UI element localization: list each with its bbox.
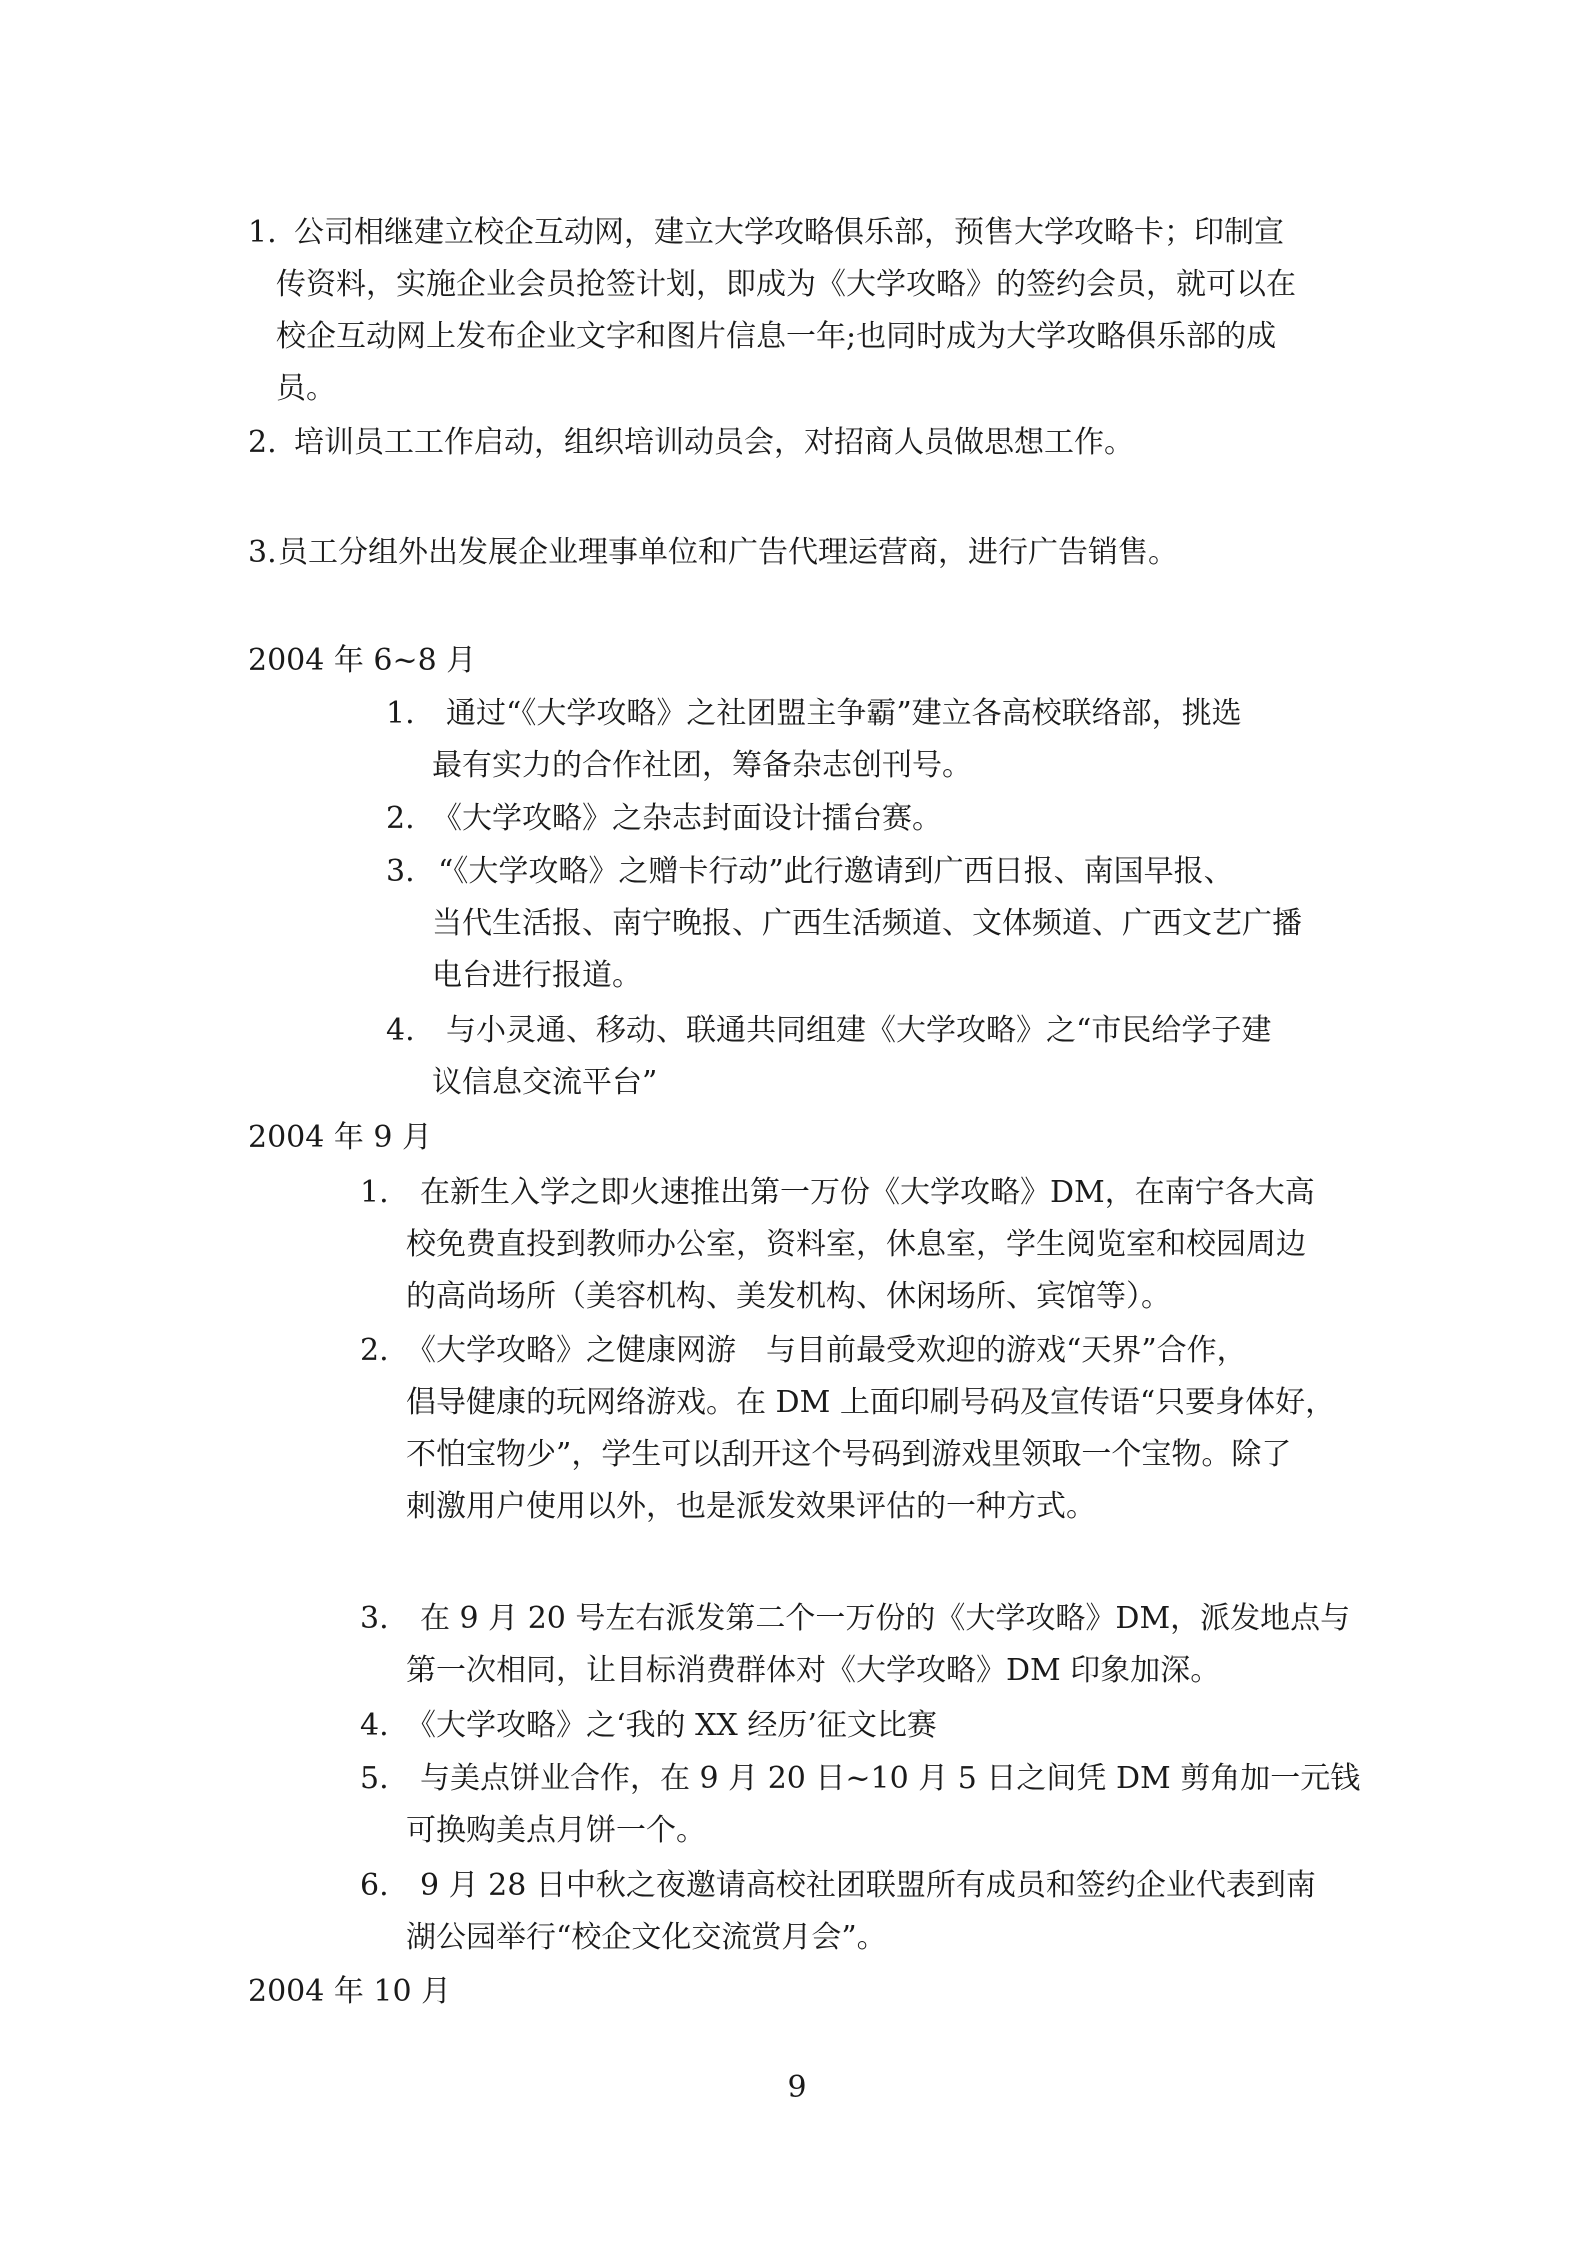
intro-item-2 (248, 417, 1368, 469)
item-number: 4. (360, 1708, 389, 1743)
item-number: 5. (360, 1761, 389, 1796)
text-line: 在新生入学之即火速推出第一万份《大学攻略》DM，在南宁各大高 (420, 1175, 1315, 1210)
text-line: 员。 (276, 371, 336, 406)
text-line: 通过“《大学攻略》之社团盟主争霸”建立各高校联络部，挑选 (446, 696, 1242, 731)
list-item (386, 688, 1376, 792)
item-text (406, 1753, 1370, 1857)
list-item (360, 1700, 1370, 1752)
intro-item-1 (248, 207, 1368, 415)
section-heading: 2004 年 10 月 (248, 1974, 452, 2009)
item-number: 2. (248, 425, 277, 460)
text-line: 员工分组外出发展企业理事单位和广告代理运营商，进行广告销售。 (278, 535, 1178, 570)
item-number: 2. (360, 1333, 389, 1368)
item-number: 1. (360, 1175, 389, 1210)
list-item (386, 1005, 1376, 1109)
item-number: 3. (386, 854, 415, 889)
item-number: 2. (386, 801, 415, 836)
item-text (406, 1593, 1370, 1697)
text-line: 最有实力的合作社团，筹备杂志创刊号。 (432, 748, 972, 783)
text-line: 《大学攻略》之‘我的 XX 经历’征文比赛 (406, 1708, 937, 1743)
text-line: “《大学攻略》之赠卡行动”此行邀请到广西日报、南国早报、 (438, 854, 1234, 889)
section-heading: 2004 年 9 月 (248, 1120, 433, 1155)
text-line: 《大学攻略》之杂志封面设计擂台赛。 (432, 801, 942, 836)
text-line: 在 9 月 20 号左右派发第二个一万份的《大学攻略》DM，派发地点与 (420, 1601, 1351, 1636)
item-text (278, 527, 1368, 579)
item-text (406, 1700, 1370, 1752)
list-item (360, 1753, 1370, 1857)
item-text (406, 1167, 1370, 1323)
item-number: 6. (360, 1868, 389, 1903)
text-line: 校免费直投到教师办公室，资料室，休息室，学生阅览室和校园周边 (406, 1227, 1306, 1262)
list-item (386, 793, 1376, 845)
text-line: 湖公园举行“校企文化交流赏月会”。 (406, 1920, 887, 1955)
item-text (432, 793, 1376, 845)
text-line: 9 月 28 日中秋之夜邀请高校社团联盟所有成员和签约企业代表到南 (420, 1868, 1316, 1903)
text-line: 校企互动网上发布企业文字和图片信息一年;也同时成为大学攻略俱乐部的成 (276, 319, 1277, 354)
intro-item-3 (248, 527, 1368, 579)
text-line: 与小灵通、移动、联通共同组建《大学攻略》之“市民给学子建 (446, 1013, 1272, 1048)
text-line: 公司相继建立校企互动网，建立大学攻略俱乐部，预售大学攻略卡；印制宣 (294, 215, 1284, 250)
text-line: 不怕宝物少”，学生可以刮开这个号码到游戏里领取一个宝物。除了 (406, 1437, 1292, 1472)
list-item (360, 1593, 1370, 1697)
item-number: 3. (360, 1601, 389, 1636)
text-line: 培训员工工作启动，组织培训动员会，对招商人员做思想工作。 (294, 425, 1134, 460)
section-heading: 2004 年 6~8 月 (248, 643, 477, 678)
text-line: 的高尚场所（美容机构、美发机构、休闲场所、宾馆等）。 (406, 1279, 1171, 1314)
item-text (432, 1005, 1376, 1109)
text-line: 可换购美点月饼一个。 (406, 1813, 706, 1848)
item-number: 3. (248, 535, 277, 570)
text-line: 与美点饼业合作，在 9 月 20 日~10 月 5 日之间凭 DM 剪角加一元钱 (420, 1761, 1361, 1796)
list-item (360, 1860, 1370, 1964)
item-text (294, 417, 1368, 469)
list-item (386, 846, 1376, 1002)
text-line: 传资料，实施企业会员抢签计划，即成为《大学攻略》的签约会员，就可以在 (276, 267, 1296, 302)
item-number: 1. (248, 215, 277, 250)
text-line: 当代生活报、南宁晚报、广西生活频道、文体频道、广西文艺广播 (432, 906, 1302, 941)
item-text (406, 1860, 1370, 1964)
page-number: 9 (787, 2070, 807, 2105)
item-text (432, 688, 1376, 792)
item-text (432, 846, 1376, 1002)
text-line: 刺激用户使用以外，也是派发效果评估的一种方式。 (406, 1489, 1096, 1524)
item-number: 4. (386, 1013, 415, 1048)
text-line: 议信息交流平台” (432, 1065, 658, 1100)
text-line: 《大学攻略》之健康网游 与目前最受欢迎的游戏“天界”合作， (406, 1333, 1247, 1368)
item-number: 1. (386, 696, 415, 731)
item-text (276, 207, 1368, 415)
text-line: 电台进行报道。 (432, 958, 642, 993)
list-item (360, 1325, 1370, 1533)
item-text (406, 1325, 1370, 1533)
list-item (360, 1167, 1370, 1323)
text-line: 第一次相同，让目标消费群体对《大学攻略》DM 印象加深。 (406, 1653, 1221, 1688)
text-line: 倡导健康的玩网络游戏。在 DM 上面印刷号码及宣传语“只要身体好， (406, 1385, 1336, 1420)
